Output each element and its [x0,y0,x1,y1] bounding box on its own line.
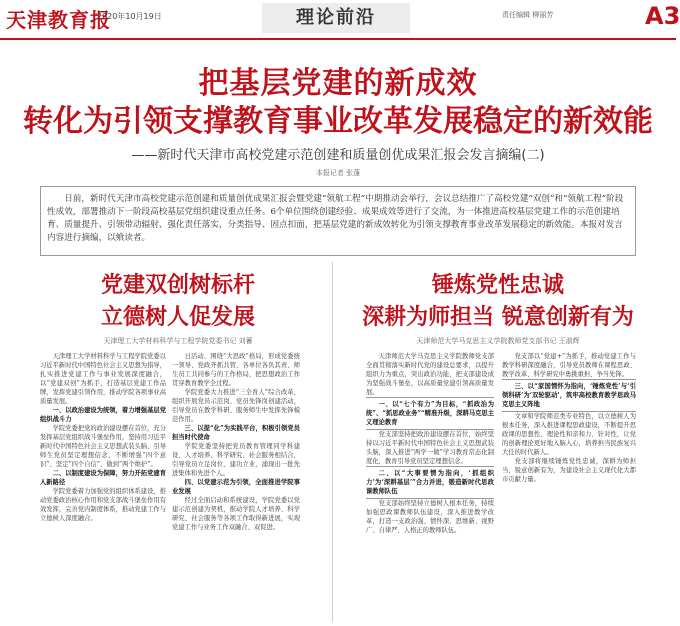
article-subheading: 一、以政治建设为统领，着力增强基层党组织战斗力 [40,407,166,423]
left-article-column-2 [172,352,300,622]
left-article-author: 天津理工大学材料科学与工程学院党委书记 刘蓄 [103,337,253,345]
article-paragraph: 党支部以“党建+”为抓手，推动党建工作与教学科研深度融合，引导党员教师在课程思政、教学改革、科学研究中勇挑重担、争当先锋。 [502,353,636,378]
right-article-title-1: 锤炼党性忠诚 [431,272,564,298]
headline-line-2: 转化为引领支撑教育事业改革发展稳定的新效能 [23,104,653,139]
right-article-author: 天津师范大学马克思主义学院教师党支部书记 王淑辉 [416,337,580,345]
headline-line-1: 把基层党建的新成效 [198,66,478,101]
left-article-title-1: 党建双创树标杆 [100,272,255,298]
article-paragraph: 日活动、围绕“大思政”格局，形成党委统一领导、党政齐抓共管、各单位各负其责、师生员工共同参与的工作格局，把思想政治工作贯穿教育教学全过程。 [172,353,300,387]
article-subheading: 二、以“大事要情为指向，‘抓组织力’为‘深耕基层’”合力并进，锻造新时代思政课教师队伍 [366,466,494,499]
article-paragraph: 党支部坚持把政治建设摆在首位，始终坚持以习近平新时代中国特色社会主义思想武装头脑，深入推进“两学一做”学习教育常态化制度化，教育引导党员坚定理想信念。 [366,431,494,465]
article-paragraph: 党支部始终坚持立德树人根本任务，持续加强思政课教师队伍建设，深入推进教学改革，打造一支政治强、情怀深、思维新、视野广、自律严、人格正的教师队伍。 [366,500,494,534]
masthead [0,0,680,42]
headline-subtitle: ——新时代天津市高校党建示范创建和质量创优成果汇报会发言摘编(二) [131,148,545,163]
section-title: 理论前沿 [262,3,410,33]
article-subheading: 三、以提“化”为实践平台，积极引领党员担当时代使命 [172,425,300,441]
article-paragraph: 学院党委坚持把党员教育管理同学科建设、人才培养、科学研究、社会服务相结合，引导党员立足岗位、建功立业，涌现出一批先进集体和先进个人。 [172,443,300,477]
article-paragraph: 文章和学院师范类专业特色，以立德树人为根本任务，深入推进课程思政建设，不断提升思政课的思想性、理论性和亲和力、针对性，让党的创新理论更好地入脑入心，培养担当民族复兴大任的时代新人。 [502,413,636,456]
article-paragraph: 学院党委把党的政治建设摆在首位，充分发挥基层党组织战斗堡垒作用，坚持用习近平新时代中国特色社会主义思想武装头脑，引导师生党员坚定理想信念，不断增强“四个意识”、坚定“四个自信”、做到“两个维护”。 [40,425,166,468]
article-paragraph: 天津理工大学材料科学与工程学院党委以习近平新时代中国特色社会主义思想为指导，扎实推进党建工作与事业发展深度融合，以“党建双创”为抓手，打造基层党建工作品牌，发挥党建引领作用，推动学院各项事业高质量发展。 [40,353,166,405]
article-paragraph: 学院党委着力加强党的组织体系建设，推动党委政治核心作用和党支部战斗堡垒作用有效发挥，完善党内制度体系，推动党建工作与立德树人深度融合。 [40,488,166,522]
right-article-column-1 [366,352,494,622]
issue-date: 2020年10月19日 [97,12,162,21]
article-paragraph: 天津师范大学马克思主义学院教师党支部全面贯彻落实新时代党的建设总要求，以提升组织力为重点，突出政治功能，把支部建设成为坚强战斗堡垒，以高质量党建引领高质量发展。 [366,353,494,396]
right-article-title-2: 深耕为师担当 锐意创新有为 [362,304,634,330]
lead-paragraph: 日前，新时代天津市高校党建示范创建和质量创优成果汇报会暨党建“领航工程”中期推动会举行，会议总结推广了高校党建“双创”和“领航工程”阶段性成效，部署推动下一阶段高校基层党组织建设重点任务。6个单位围绕创建经验、成果成效等进行了交流，为一体推进高校基层党建工作的示范创建培育、质量提升、引领带动辐射、强化责任落实，分类指导、固点扣面，把基层党建的新成效转化为引领支撑教育事业改革发展稳定的新效能。本报对发言内容进行摘编，以飨读者。 [40,186,636,256]
article-subheading: 三、以“家国情怀为指向，‘锤炼党性’与‘引领科研’为‘双轮驱动’，筑牢高校教育教学思政马克思主义阵地 [502,379,636,412]
article-subheading: 四、以党建示范为引领，全面推进学院事业发展 [172,479,300,495]
reporter-byline: 本报记者 张蓬 [315,169,361,177]
article-subheading: 二、以制度建设为保障，努力开拓党建育人新路径 [40,470,166,486]
article-paragraph: 学院党委大力推进“三全育人”综合改革，组织开展党员示范岗、党员先锋岗创建活动，引导党员在教学科研、服务师生中发挥先锋模范作用。 [172,389,300,423]
newspaper-name: 天津教育报 [6,8,111,32]
article-paragraph: 经过全面启动和系统建设，学院党委以党建示范创建为契机，推动学院人才培养、科学研究、社会服务等各项工作取得新进展，实现党建工作与业务工作双融合、双促进。 [172,497,300,531]
masthead-rule [0,38,676,40]
left-article-column-1 [40,352,166,622]
page-number: A3 [645,2,680,30]
editor-credit: 责任编辑 柳丽芳 [502,11,554,19]
left-article-title-2: 立德树人促发展 [100,304,255,330]
article-paragraph: 党支部将继续锤炼党性忠诚，深耕为师担当，锐意创新有为，为建设社会主义现代化大都市贡献力量。 [502,458,636,483]
article-subheading: 一、以“七个有力”为目标，“抓政治为统”、“抓思政业务”“精准升级，深耕马克思主义理论教育 [366,397,494,430]
right-article-column-2 [502,352,636,622]
column-divider [332,262,333,622]
